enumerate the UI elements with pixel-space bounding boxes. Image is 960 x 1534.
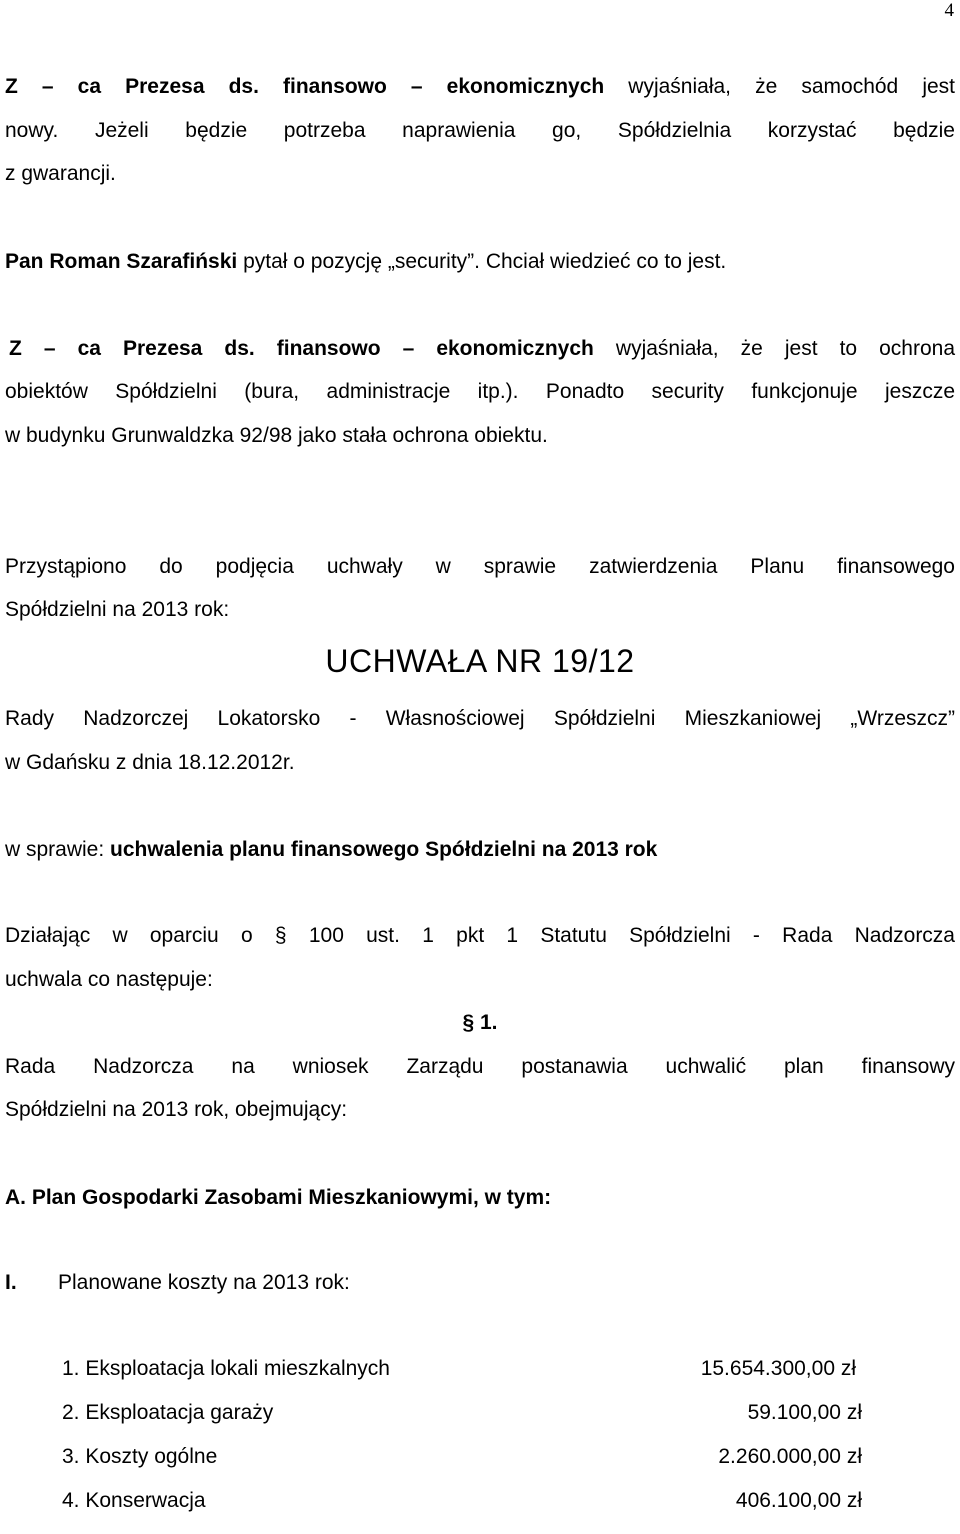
p3-speaker: Z – ca Prezesa ds. finansowo – ekonomicznych [9,337,594,360]
cost-item-label: 2. Eksploatacja garaży [62,1401,274,1424]
basis-line1: Działając w oparciu o § 100 ust. 1 pkt 1 Statutu Spółdzielni - Rada Nadzorcza [5,924,955,947]
cost-item-amount: 59.100,00 zł [747,1401,862,1424]
decision-line2: Spółdzielni na 2013 rok, obejmujący: [5,1098,348,1121]
cost-item-label: 4. Konserwacja [62,1489,206,1512]
p1-line3: z gwarancji. [5,162,116,185]
resolution-subject-line [5,839,657,860]
resolution-line2: w Gdańsku z dnia 18.12.2012r. [5,751,295,774]
cost-item-amount: 406.100,00 zł [735,1489,862,1512]
section-i-label: Planowane koszty na 2013 rok: [58,1271,350,1294]
cost-item-label: 1. Eksploatacja lokali mieszkalnych [62,1357,390,1380]
cost-items-list [62,1358,862,1534]
subject-prefix: w sprawie: [5,838,111,861]
p1-line1 [5,76,955,97]
p3-line1 [9,338,955,359]
cost-item [62,1446,862,1490]
p1-speaker: Z – ca Prezesa ds. finansowo – ekonomicznych [5,75,605,98]
cost-item-amount: 15.654.300,00 zł [700,1357,856,1380]
p4-line2: Spółdzielni na 2013 rok: [5,598,230,621]
section-i-heading [5,1272,17,1293]
decision-line1: Rada Nadzorcza na wniosek Zarządu postanawia uchwalić plan finansowy [5,1055,955,1078]
p3-line3: w budynku Grunwaldzka 92/98 jako stała ochrona obiektu. [5,424,548,447]
p3-line2: obiektów Spółdzielni (bura, administracje itp.). Ponadto security funkcjonuje jeszcze [5,380,955,403]
cost-item [62,1402,862,1446]
resolution-line1: Rady Nadzorczej Lokatorsko - Własnościowej Spółdzielni Mieszkaniowej „Wrzeszcz” [5,707,955,730]
cost-item-label: 3. Koszty ogólne [62,1445,218,1468]
p2-speaker: Pan Roman Szarafiński [5,250,238,273]
basis-line2: uchwala co następuje: [5,968,213,991]
section-i-num: I. [5,1271,17,1294]
p2-rest: pytał o pozycję „security”. Chciał wiedzieć co to jest. [237,250,727,273]
page-number: 4 [944,0,954,21]
p1-line1-rest: wyjaśniała, że samochód jest [604,75,955,98]
p2-line [5,251,726,272]
cost-item [62,1358,862,1402]
p4-line1: Przystąpiono do podjęcia uchwały w sprawie zatwierdzenia Planu finansowego [5,555,955,578]
p1-line2: nowy. Jeżeli będzie potrzeba naprawienia go, Spółdzielnia korzystać będzie [5,119,955,142]
cost-item [62,1490,862,1534]
section-paragraph-1: § 1. [462,1011,498,1034]
section-a-text: A. Plan Gospodarki Zasobami Mieszkaniowymi, w tym: [5,1186,552,1209]
p3-line1-rest: wyjaśniała, że jest to ochrona [593,337,955,360]
resolution-title: UCHWAŁA NR 19/12 [325,643,635,679]
cost-item-amount: 2.260.000,00 zł [718,1445,862,1468]
section-a-heading [5,1187,551,1208]
resolution-subject: uchwalenia planu finansowego Spółdzielni na 2013 rok [110,838,658,861]
